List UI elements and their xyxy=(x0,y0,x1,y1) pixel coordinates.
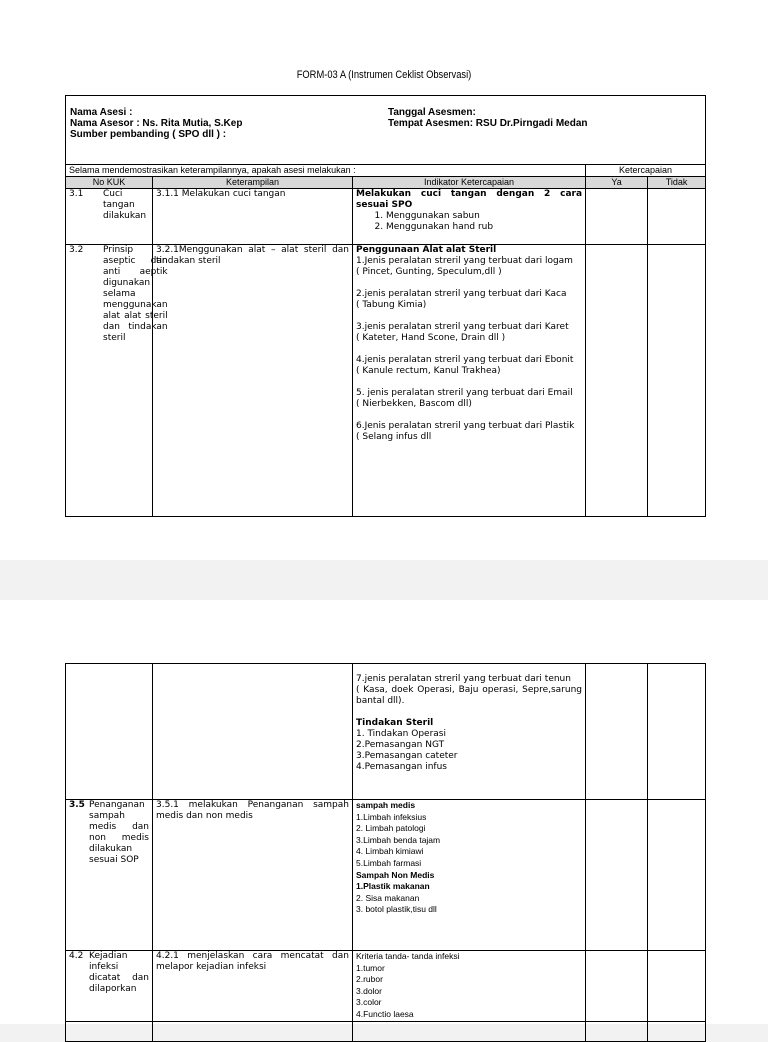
list-item-detail: ( Pincet, Gunting, Speculum,dll ) xyxy=(356,267,502,277)
table-row xyxy=(66,664,706,800)
list-item: 3.dolor xyxy=(356,985,382,996)
kuk-number: 4.2 xyxy=(69,951,84,961)
observation-table-continued xyxy=(65,663,706,1042)
list-item-detail: ( Kasa, doek Operasi, Baju operasi, Sepre,sarung bantal dll). xyxy=(356,685,582,706)
list-item: 3.color xyxy=(356,997,382,1008)
list-item: 6.Jenis peralatan streril yang terbuat dari Plastik xyxy=(356,421,575,431)
list-item: 4.Functio laesa xyxy=(356,1008,414,1019)
list-item: 2.jenis peralatan streril yang terbuat dari Kaca xyxy=(356,289,567,299)
list-item: 4.Pemasangan infus xyxy=(356,762,447,772)
kuk-number: 3.5 xyxy=(69,800,85,810)
list-item-detail: ( Tabung Kimia) xyxy=(356,300,427,310)
list-item: 3.Limbah benda tajam xyxy=(356,834,441,845)
table-row xyxy=(66,800,706,951)
indicator-heading: Melakukan cuci tangan dengan 2 cara sesuai SPO xyxy=(356,189,583,210)
tempat-asesmen: Tempat Asesmen: RSU Dr.Pirngadi Medan xyxy=(388,118,588,129)
kuk-number: 3.2 xyxy=(69,245,84,255)
indicator-cell xyxy=(353,951,586,1022)
nama-asesor: Nama Asesor : Ns. Rita Mutia, S.Kep xyxy=(70,118,243,129)
tidak-checkbox-cell[interactable] xyxy=(648,951,706,1022)
kuk-cell xyxy=(66,951,153,1022)
kuk-text: Prinsip aseptic dan anti aeptik digunakan selama menggunakan alat alat steril dan tindakan steril xyxy=(103,245,168,343)
indicator-heading: Penggunaan Alat alat Steril xyxy=(356,245,497,255)
col-ya: Ya xyxy=(586,177,648,189)
ya-checkbox-cell[interactable] xyxy=(586,800,648,951)
ya-checkbox-cell[interactable] xyxy=(586,189,648,245)
list-item: 3. botol plastik,tisu dll xyxy=(356,904,437,915)
kuk-cell xyxy=(66,189,153,245)
table-row xyxy=(66,189,706,245)
table-row xyxy=(66,245,706,517)
skill-cell: 3.2.1Menggunakan alat – alat steril dan tindakan steril xyxy=(153,245,353,517)
kuk-cell xyxy=(66,1021,153,1041)
list-item: 4. Limbah kimiawi xyxy=(356,846,424,857)
indicator-cell xyxy=(353,245,586,517)
header-box xyxy=(65,95,706,164)
list-item: 7.jenis peralatan streril yang terbuat dari tenun xyxy=(356,674,571,684)
list-item: 4.jenis peralatan streril yang terbuat dari Ebonit xyxy=(356,355,574,365)
kuk-cell xyxy=(66,664,153,800)
ya-checkbox-cell[interactable] xyxy=(586,664,648,800)
ya-checkbox-cell[interactable] xyxy=(586,245,648,517)
header-right xyxy=(388,107,588,129)
skill-cell: 3.5.1 melakukan Penanganan sampah medis dan non medis xyxy=(153,800,353,951)
header-left xyxy=(70,107,242,140)
tidak-checkbox-cell[interactable] xyxy=(648,189,706,245)
indicator-cell xyxy=(353,800,586,951)
tindakan-heading: Tindakan Steril xyxy=(356,718,434,728)
indicator-cell xyxy=(353,189,586,245)
indicator-heading: sampah medis xyxy=(356,800,416,810)
col-no-kuk: No KUK xyxy=(66,177,153,189)
list-item: 2. Sisa makanan xyxy=(356,892,420,903)
ketercapaian-header: Ketercapaian xyxy=(586,165,706,177)
table-row xyxy=(66,1021,706,1041)
list-item-detail: ( Selang infus dll xyxy=(356,432,432,442)
kuk-text: Cuci tangan dilakukan xyxy=(103,189,147,221)
kuk-cell xyxy=(66,245,168,517)
kuk-cell xyxy=(66,800,153,951)
list-item: 5. jenis peralatan streril yang terbuat dari Email xyxy=(356,388,573,398)
list-item: 5.Limbah farmasi xyxy=(356,857,422,868)
table-row xyxy=(66,951,706,1022)
observation-table xyxy=(65,164,706,517)
list-item: 2.Pemasangan NGT xyxy=(356,740,445,750)
question-text: Selama mendemostrasikan keterampilannya, apakah asesi melakukan : xyxy=(66,165,586,177)
list-item: 2. Menggunakan hand rub xyxy=(386,222,582,233)
skill-cell xyxy=(153,664,353,800)
list-item: 3.jenis peralatan streril yang terbuat dari Karet xyxy=(356,322,569,332)
page-2 xyxy=(0,600,768,1024)
list-item: 3.Pemasangan cateter xyxy=(356,751,458,761)
list-item-detail: ( Kanule rectum, Kanul Trakhea) xyxy=(356,366,501,376)
indicator-cell xyxy=(353,1021,586,1041)
ya-checkbox-cell[interactable] xyxy=(586,951,648,1022)
list-item-detail: ( Kateter, Hand Scone, Drain dll ) xyxy=(356,333,506,343)
kuk-number: 3.1 xyxy=(69,189,84,199)
form-title: FORM-03 A (Instrumen Ceklist Observasi) xyxy=(296,69,472,81)
skill-cell xyxy=(153,1021,353,1041)
list-item: 1.Plastik makanan xyxy=(356,881,430,892)
ya-checkbox-cell[interactable] xyxy=(586,1021,648,1041)
tidak-checkbox-cell[interactable] xyxy=(648,800,706,951)
indicator-cell xyxy=(353,664,586,800)
skill-cell: 3.1.1 Melakukan cuci tangan xyxy=(153,189,353,245)
col-indikator: Indikator Ketercapaian xyxy=(353,177,586,189)
list-item: 1.Jenis peralatan streril yang terbuat dari logam xyxy=(356,256,573,266)
indicator-subheading: Sampah Non Medis xyxy=(356,869,435,880)
list-item-detail: ( Nierbekken, Bascom dll) xyxy=(356,399,472,409)
indicator-list xyxy=(356,211,582,233)
list-item: 1. Tindakan Operasi xyxy=(356,729,446,739)
indicator-heading: Kriteria tanda- tanda infeksi xyxy=(356,951,460,961)
sumber-pembanding: Sumber pembanding ( SPO dll ) : xyxy=(70,129,227,140)
list-item: 2. Limbah patologi xyxy=(356,823,426,834)
tidak-checkbox-cell[interactable] xyxy=(648,1021,706,1041)
tanggal-asesmen: Tanggal Asesmen: xyxy=(388,107,476,118)
list-item: 1.Limbah infeksius xyxy=(356,811,427,822)
column-header-row xyxy=(66,177,706,189)
kuk-text: Penanganan sampah medis dan non medis dilakukan sesuai SOP xyxy=(89,800,149,865)
nama-asesi: Nama Asesi : xyxy=(70,107,133,118)
list-item: 1.tumor xyxy=(356,962,385,973)
tidak-checkbox-cell[interactable] xyxy=(648,245,706,517)
kuk-text: Kejadian infeksi dicatat dan dilaporkan xyxy=(89,951,149,994)
question-row xyxy=(66,165,706,177)
list-item: 2.rubor xyxy=(356,974,383,985)
col-tidak: Tidak xyxy=(648,177,706,189)
list-item: 1. Menggunakan sabun xyxy=(386,211,582,222)
col-keterampilan: Keterampilan xyxy=(153,177,353,189)
skill-cell: 4.2.1 menjelaskan cara mencatat dan melapor kejadian infeksi xyxy=(153,951,353,1022)
tidak-checkbox-cell[interactable] xyxy=(648,664,706,800)
